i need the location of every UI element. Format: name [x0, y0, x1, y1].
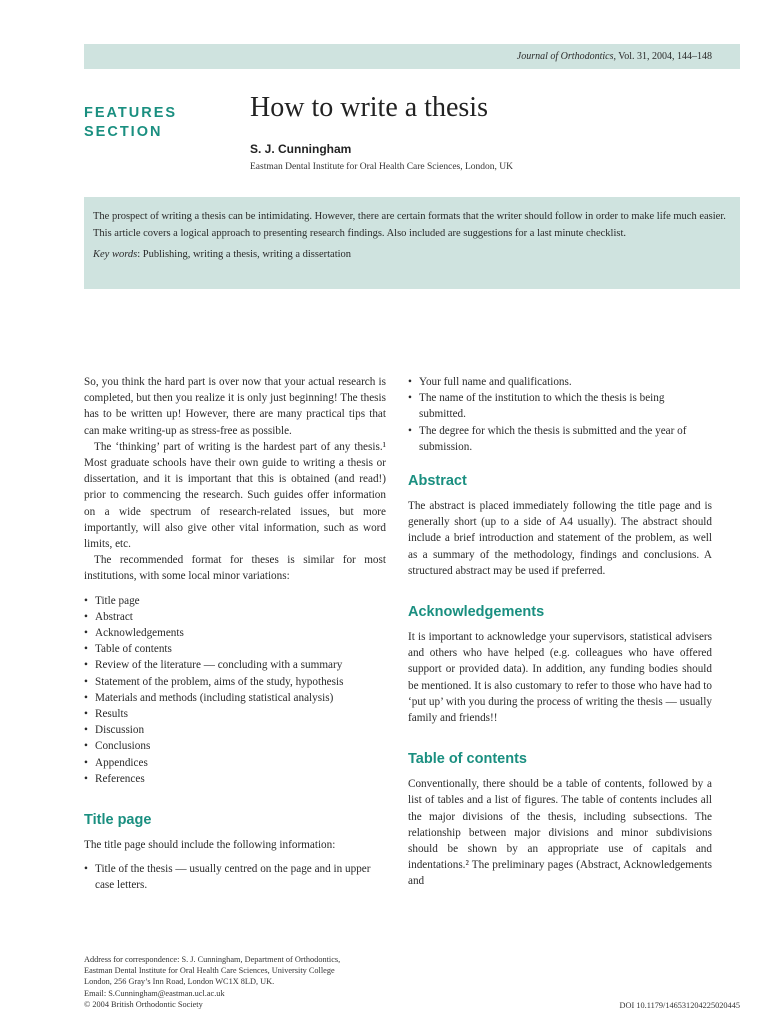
- list-item: • Conclusions: [84, 738, 386, 754]
- author-affiliation: Eastman Dental Institute for Oral Health Care Sciences, London, UK: [250, 162, 514, 172]
- list-item: • Title of the thesis — usually centred on the page and in upper case letters.: [84, 861, 386, 893]
- heading-title-page: Title page: [84, 812, 152, 829]
- heading-acknowledgements: Acknowledgements: [408, 604, 545, 621]
- list-item: • Abstract: [84, 609, 386, 625]
- list-item: • The name of the institution to which the thesis is being submitted.: [408, 390, 712, 422]
- list-item: • References: [84, 771, 386, 787]
- list-item: • Materials and methods (including statistical analysis): [84, 690, 386, 706]
- toc-paragraph: Conventionally, there should be a table of contents, followed by a list of tables and a list of figures. The table of contents includes all the major divisions of the thesis, including subsections. The relationship between major divisions and minor subdivisions should be shown by an appropriate use of capitals and indentations.² The preliminary pages (Abstract, Acknowledgements and: [408, 778, 712, 888]
- abstract-text: The prospect of writing a thesis can be intimidating. However, there are certain formats that the writer should follow in order to make life much easier. This article covers a logical approach to presenting research findings. Also included are suggestions for a last minute checklist.: [93, 211, 726, 239]
- intro-paragraph-2: The ‘thinking’ part of writing is the hardest part of any thesis.¹ Most graduate schools have their own guide to writing a thesis or dissertation, and it is important that this is obtained (and read!) prior to commencing the research. Such guides offer information on a wide spectrum of research-related issues, but more importantly, will also give other vital information, such as word limits, etc.: [84, 440, 386, 551]
- section-label: [84, 104, 177, 142]
- section-label-line-2: SECTION: [84, 124, 163, 140]
- list-item: • Statement of the problem, aims of the study, hypothesis: [84, 674, 386, 690]
- list-item: • Acknowledgements: [84, 625, 386, 641]
- title-page-list-continued: [408, 374, 712, 455]
- correspondence-footer: [84, 954, 340, 1010]
- article-title: How to write a thesis: [250, 92, 488, 123]
- list-item: • Review of the literature — concluding with a summary: [84, 657, 386, 673]
- title-page-list: [84, 861, 386, 893]
- article-author: S. J. Cunningham: [250, 142, 352, 156]
- title-page-paragraph: The title page should include the following information:: [84, 839, 336, 852]
- list-item: • The degree for which the thesis is submitted and the year of submission.: [408, 423, 712, 455]
- acknowledgements-paragraph: It is important to acknowledge your supervisors, statistical advisers and others who have helped (e.g. colleagues who have offered support or provided data). In addition, any funding bodies should be mentioned. It is also customary to refer to those who have had to ‘put up’ with you during the process of writing the thesis — usually family and friends!!: [408, 631, 712, 725]
- list-item: • Appendices: [84, 755, 386, 771]
- copyright: © 2004 British Orthodontic Society: [84, 999, 203, 1009]
- footer-line: Address for correspondence: S. J. Cunningham, Department of Orthodontics,: [84, 955, 341, 964]
- footer-email: Email: S.Cunningham@eastman.ucl.ac.uk: [84, 988, 225, 998]
- intro-paragraph-3: The recommended format for theses is similar for most institutions, with some local minor variations:: [84, 554, 386, 583]
- keywords: [93, 247, 731, 264]
- journal-name: Journal of Orthodontics: [516, 51, 614, 62]
- journal-header-bar: [84, 44, 740, 69]
- doi: DOI 10.1179/146531204225020445: [619, 1001, 740, 1010]
- list-item: • Your full name and qualifications.: [408, 374, 712, 390]
- left-column: [84, 374, 386, 894]
- heading-table-of-contents: Table of contents: [408, 751, 527, 768]
- footer-line: London, 256 Gray’s Inn Road, London WC1X 8LD, UK.: [84, 977, 275, 987]
- footer-line: Eastman Dental Institute for Oral Health Care Sciences, University College: [84, 966, 335, 976]
- list-item: • Results: [84, 706, 386, 722]
- keywords-list: : Publishing, writing a thesis, writing a dissertation: [137, 249, 352, 260]
- list-item: • Discussion: [84, 722, 386, 738]
- abstract-box: [84, 197, 740, 289]
- section-label-line-1: FEATURES: [84, 105, 178, 121]
- list-item: • Title page: [84, 593, 386, 609]
- intro-paragraph-1: So, you think the hard part is over now that your actual research is completed, but then you realize it is only just beginning! The thesis has to be written up! However, there are many practical tips that can make writing-up as stress-free as possible.: [84, 376, 386, 437]
- journal-details: , Vol. 31, 2004, 144–148: [613, 51, 712, 62]
- abstract-section-paragraph: The abstract is placed immediately following the title page and is generally short (up to a side of A4 usually). The abstract should include a brief introduction and statement of the problem, as well as a summary of the methodology, findings and conclusions. A structured abstract may be used if preferred.: [408, 500, 712, 577]
- list-item: • Table of contents: [84, 641, 386, 657]
- heading-abstract: Abstract: [408, 473, 467, 490]
- format-list: [84, 593, 386, 787]
- keywords-label: Key words: [93, 249, 138, 260]
- right-column: [408, 374, 712, 890]
